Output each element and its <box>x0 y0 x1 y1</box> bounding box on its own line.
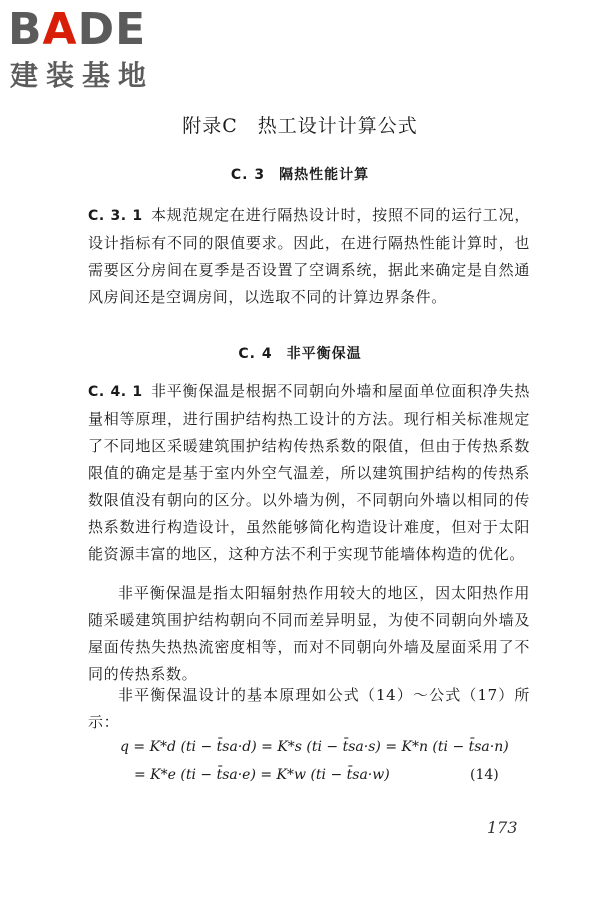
section-title-c4 <box>0 343 600 365</box>
formula-text: = K*e (ti − t̄sa·e) = K*w (ti − t̄sa·w) <box>134 767 390 783</box>
logo <box>8 4 178 100</box>
clause-c3-1 <box>88 202 530 311</box>
paragraph-c4-3: 非平衡保温设计的基本原理如公式（14）～公式（17）所示： <box>88 686 530 731</box>
section-heading: 隔热性能计算 <box>279 167 370 183</box>
formula-text: q = K*d (ti − t̄sa·d) = K*s (ti − t̄sa·s) = K*n (ti − t̄sa·n) <box>120 739 509 755</box>
paragraph-c4-2: 非平衡保温是指太阳辐射热作用较大的地区，因太阳热作用随采暖建筑围护结构朝向不同而差异明显，为使不同朝向外墙及屋面传热失热热流密度相等，而对不同朝向外墙及屋面采用了不同的传热系数。 <box>88 584 530 683</box>
clause-c4-1 <box>88 378 530 568</box>
section-heading: 非平衡保温 <box>286 346 362 362</box>
clause-text: 本规范规定在进行隔热设计时，按照不同的运行工况，设计指标有不同的限值要求。因此，在进行隔热性能计算时，也需要区分房间在夏季是否设置了空调系统，据此来确定是自然通风房间还是空调房间，以选取不同的计算边界条件。 <box>88 206 530 306</box>
appendix-title: 附录C 热工设计计算公式 <box>182 115 418 137</box>
logo-subtitle: 建装基地 <box>10 59 155 92</box>
logo-wordmark: BADE <box>8 4 147 55</box>
equation-number: (14) <box>470 767 499 783</box>
clause-number: C. 3. 1 <box>88 208 143 224</box>
page-number: 173 <box>487 818 518 837</box>
section-number: C. 4 <box>238 346 273 362</box>
section-number: C. 3 <box>230 167 266 183</box>
clause-text: 非平衡保温是根据不同朝向外墙和屋面单位面积净失热量相等原理，进行围护结构热工设计的方法。现行相关标准规定了不同地区采暖建筑围护结构传热系数的限值，但由于传热系数限值的确定是基于室内外空气温差，所以建筑围护结构的传热系数限值没有朝向的区分。以外墙为例，不同朝向外墙以相同的传热系数进行构造设计，虽然能够简化构造设计难度，但对于太阳能资源丰富的地区，这种方法不利于实现节能墙体构造的优化。 <box>88 382 530 563</box>
section-title-c3 <box>0 164 600 186</box>
clause-number: C. 4. 1 <box>88 384 143 400</box>
